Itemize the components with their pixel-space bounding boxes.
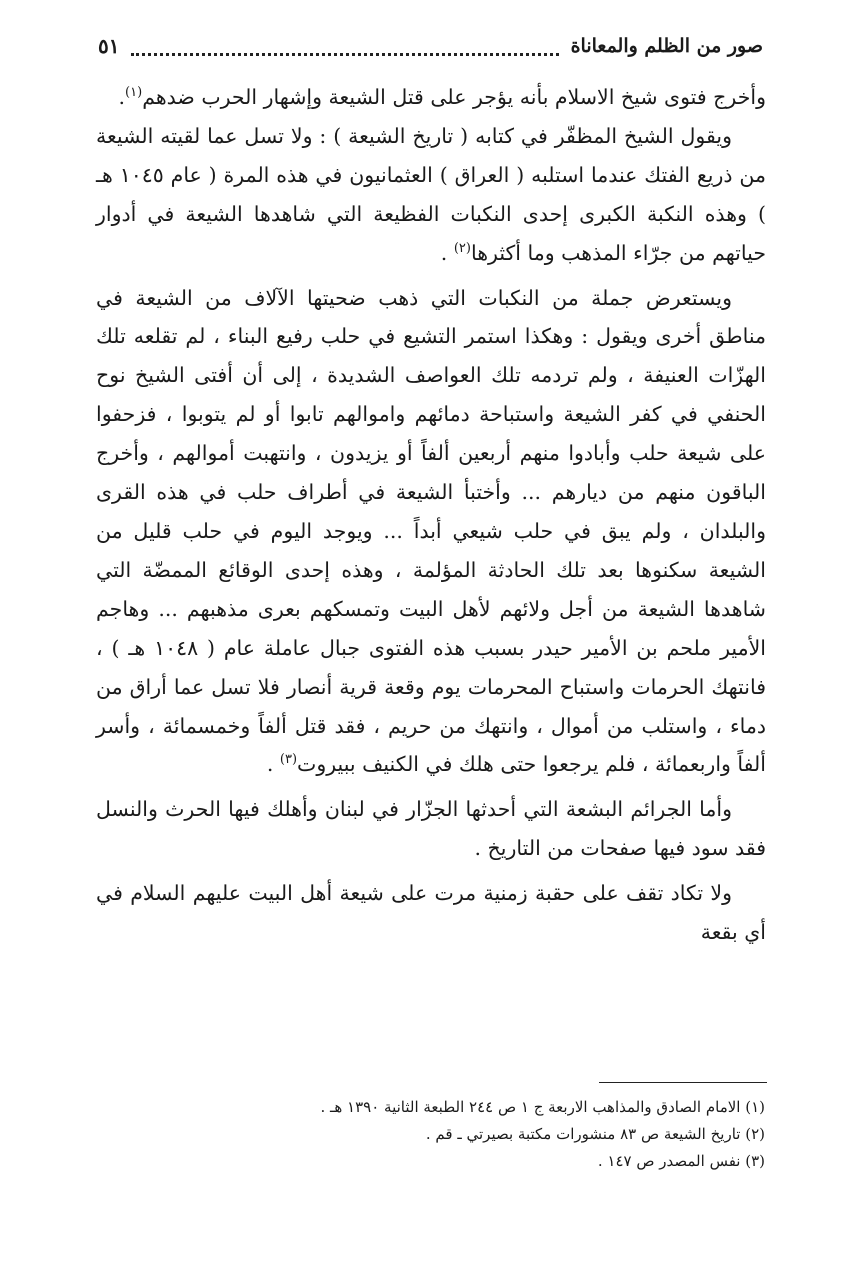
paragraph-3 [96,279,766,785]
paragraph-5 [96,874,766,952]
paragraph-4-text: وأما الجرائم البشعة التي أحدثها الجزّار في لبنان وأهلك فيها الحرث والنسل فقد سود فيها صفحات من التاريخ . [96,797,766,861]
footnote-3: (٣) نفس المصدر ص ١٤٧ . [597,1152,765,1170]
paragraph-2 [96,117,766,273]
paragraph-1 [96,78,766,117]
body-text [96,78,766,952]
footnote-ref-2: (٢) [453,240,471,256]
footnote-2: (٢) تاريخ الشيعة ص ٨٣ منشورات مكتبة بصيرتي ـ قم . [425,1125,765,1143]
page-number: ٥١ [98,34,120,58]
paragraph-5-text: ولا تكاد تقف على حقبة زمنية مرت على شيعة أهل البيت عليهم السلام في أي بقعة [96,881,766,945]
page-header [98,30,763,62]
footnotes [205,1094,765,1175]
paragraph-2-end: . [440,240,454,265]
footnote-ref-1: (١) [125,85,143,101]
paragraph-3-text: ويستعرض جملة من النكبات التي ذهب ضحيتها الآلاف من الشيعة في مناطق أخرى ويقول : وهكذا استمر التشيع في حلب رفيع البناء ، لم تقلعه تلك الهزّات العنيفة ، ولم تردمه تلك العواصف الشديدة ، إلى أن أفتى الشيخ نوح الحنفي في كفر الشيعة واستباحة دمائهم واموالهم تابوا أو لم يتوبوا ، فزحفوا على شيعة حلب وأبادوا منهم أربعين ألفاً أو يزيدون ، وانتهبت أموالهم ، وأخرج الباقون منهم من ديارهم ... وأختبأ الشيعة في أطراف حلب في هذه القرى والبلدان ، ولم يبق في حلب شيعي أبداً ... ويوجد اليوم في حلب قليل من الشيعة سكنوها بعد تلك الحادثة المؤلمة ، وهذه إحدى الوقائع الممضّة التي شاهدها الشيعة من أجل ولائهم لأهل البيت وتمسكهم بعرى مذهبهم ... وهاجم الأمير ملحم بن الأمير حيدر بسبب هذه الفتوى جبال عاملة عام ( ١٠٤٨ هـ ) ، فانتهك الحرمات واستباح المحرمات يوم وقعة قرية أنصار فلا تسل عما أراق من دماء ، واستلب من أموال ، وانتهك من حريم ، فقد قتل ألفاً وخمسمائة ، وأسر ألفاً واربعمائة ، فلم يرجعوا حتى هلك في الكنيف ببيروت [96,285,766,777]
running-title: صور من الظلم والمعاناة [570,35,763,57]
paragraph-1-text: وأخرج فتوى شيخ الاسلام بأنه يؤجر على قتل الشيعة وإشهار الحرب ضدهم [142,85,766,109]
footnote-divider [599,1082,767,1083]
paragraph-4 [96,790,766,868]
paragraph-2-text: ويقول الشيخ المظفّر في كتابه ( تاريخ الشيعة ) : ولا تسل عما لقيته الشيعة من ذريع الفتك عندما استلبه ( العراق ) العثمانيون في هذه المرة ( عام ١٠٤٥ هـ ) وهذه النكبة الكبرى إحدى النكبات الفظيعة التي شاهدها الشيعة في أدوار حياتهم من جرّاء المذهب وما أكثرها [96,123,767,265]
footnote-ref-3: (٣) [279,752,298,768]
paragraph-1-end: . [118,85,126,109]
paragraph-3-end: . [266,752,280,777]
footnote-1: (١) الامام الصادق والمذاهب الاربعة ج ١ ص ٢٤٤ الطبعة الثانية ١٣٩٠ هـ . [320,1098,765,1116]
leader-dots [131,45,558,56]
